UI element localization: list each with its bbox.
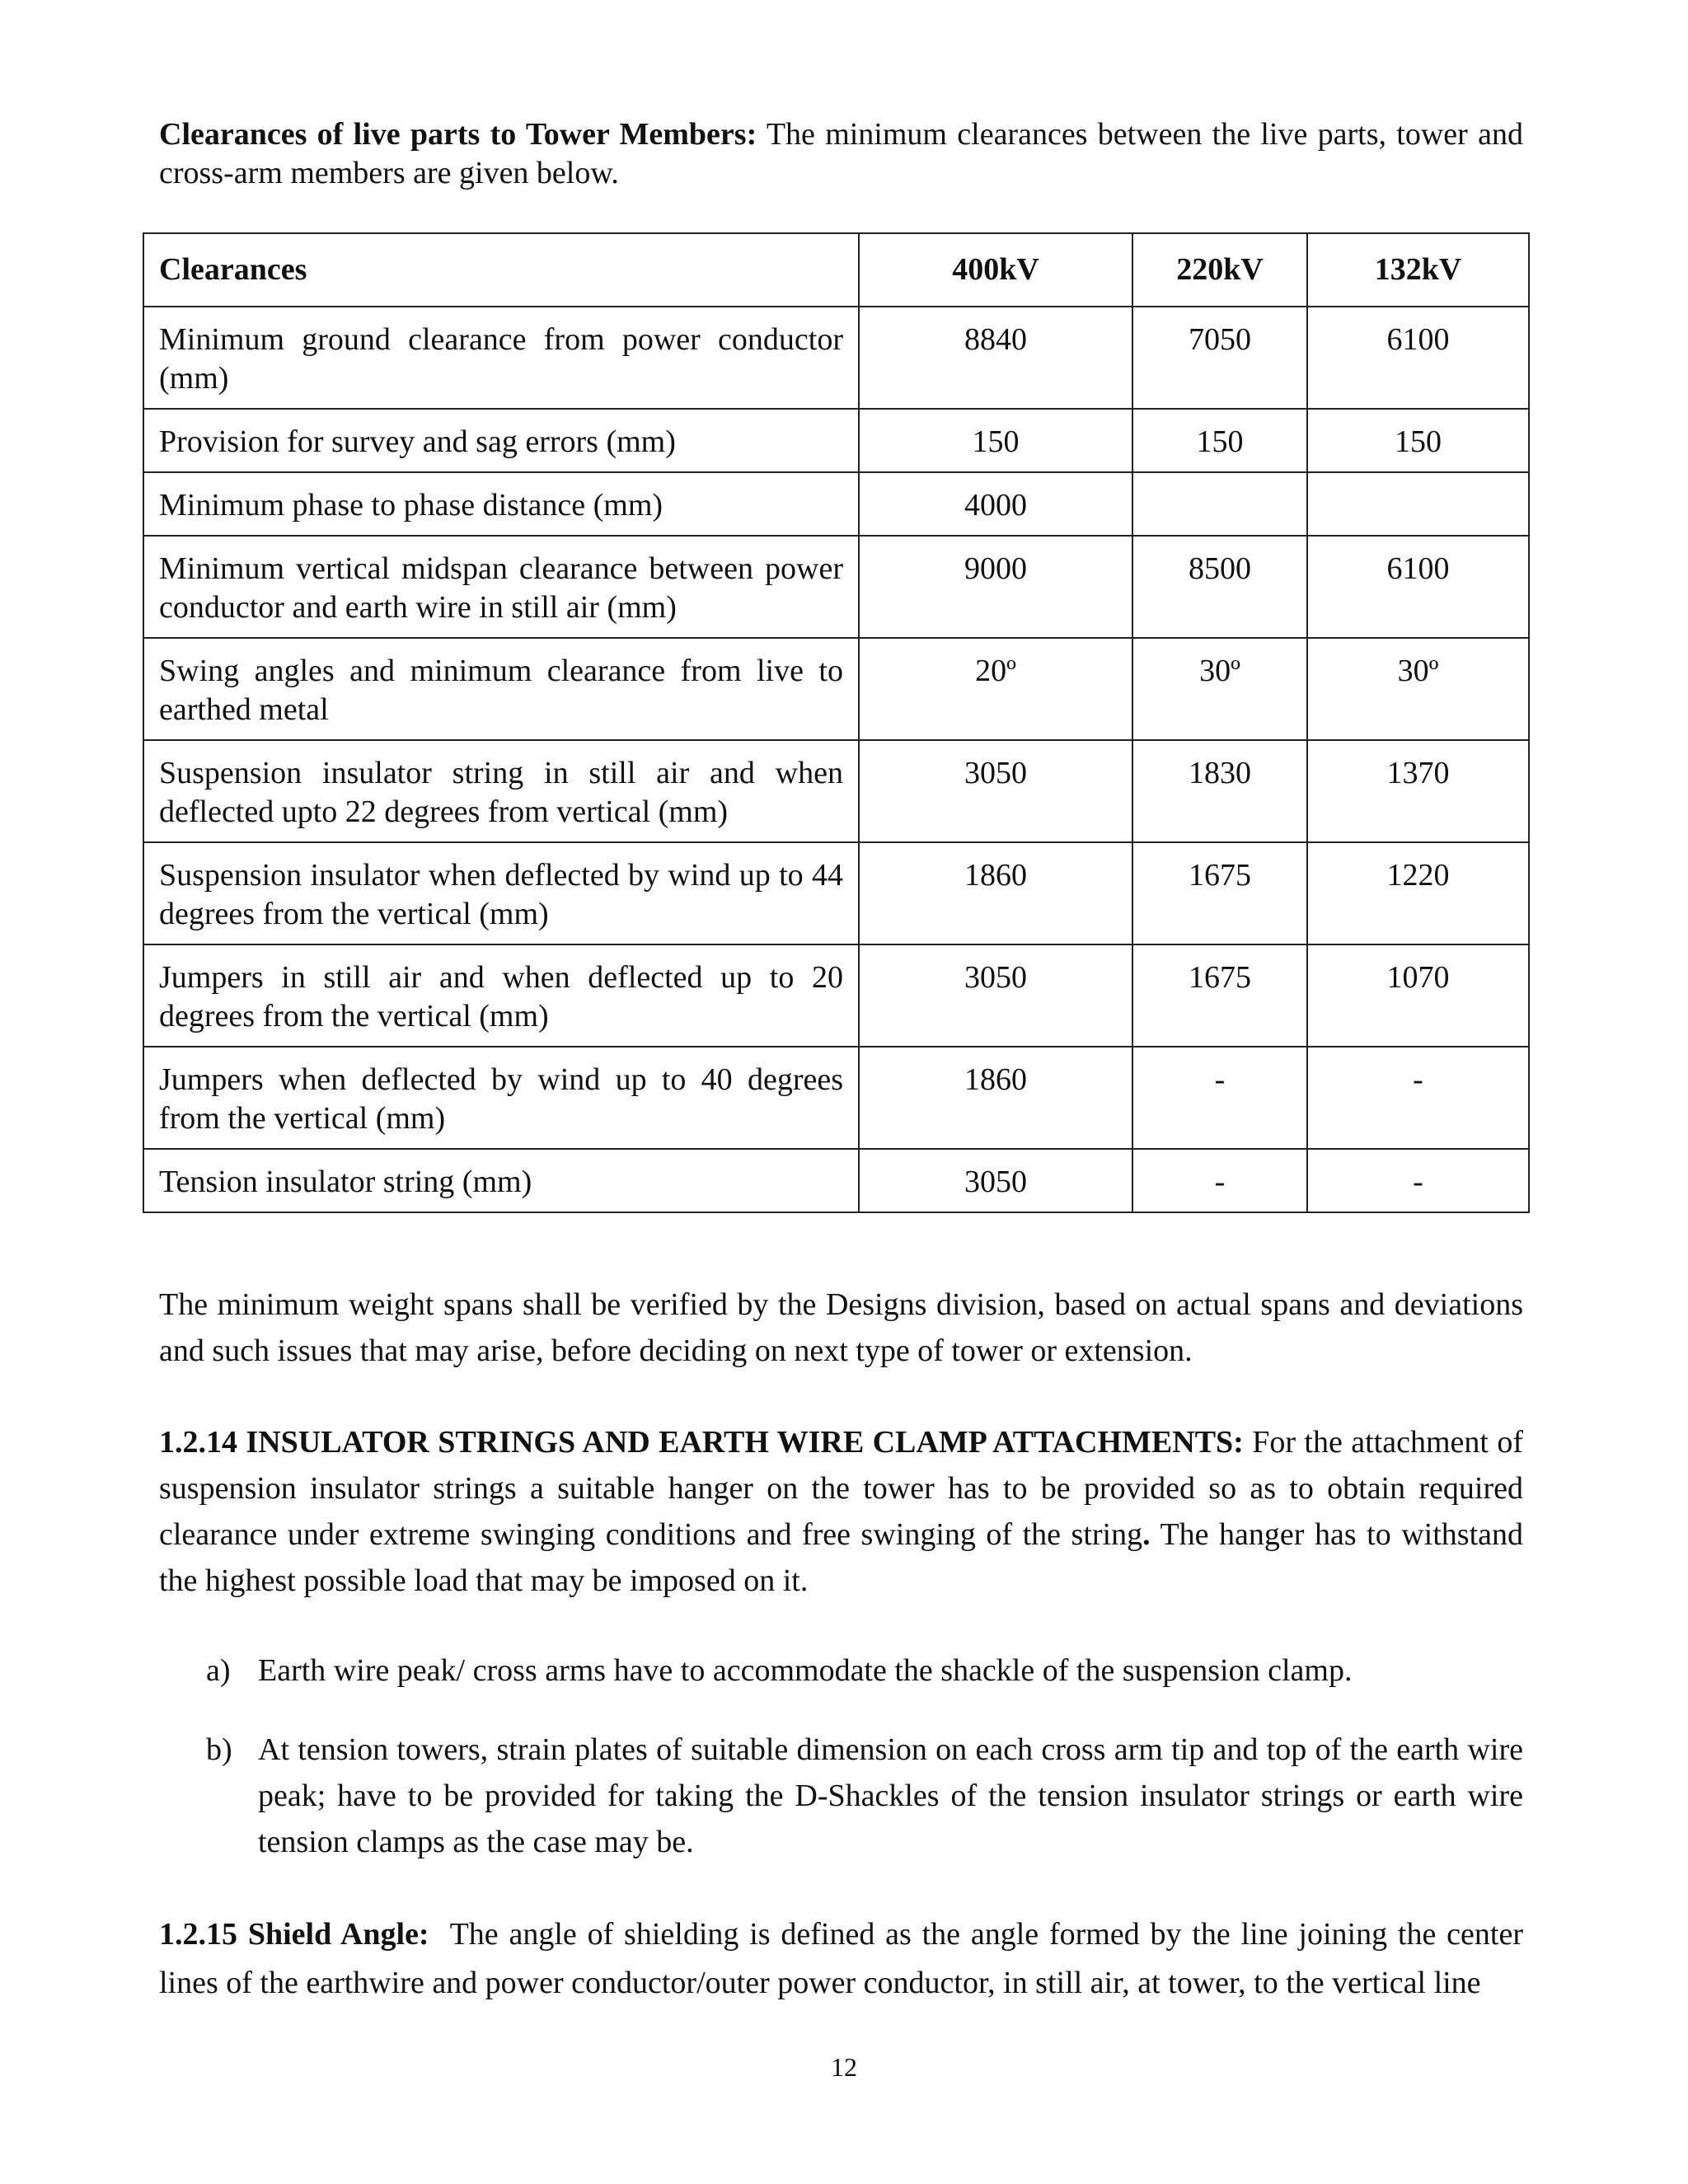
row-label: Provision for survey and sag errors (mm) (143, 409, 859, 472)
table-row (143, 740, 1529, 842)
list-item (206, 1727, 1523, 1865)
value-400kv: 9000 (859, 536, 1132, 638)
value-132kv: - (1307, 1047, 1529, 1149)
section-1214-text2: The hanger has to withstand the highest possible load that may be imposed on it. (159, 1517, 1523, 1598)
value-400kv: 8840 (859, 307, 1132, 409)
value-132kv: 1070 (1307, 944, 1529, 1047)
value-220kv: - (1132, 1149, 1307, 1212)
value-132kv: 1370 (1307, 740, 1529, 842)
header-132kv: 132kV (1307, 233, 1529, 307)
list-item-text: Earth wire peak/ cross arms have to accommodate the shackle of the suspension clamp. (258, 1653, 1353, 1688)
value-400kv: 4000 (859, 472, 1132, 536)
table-row (143, 536, 1529, 638)
value-220kv: 1830 (1132, 740, 1307, 842)
list-item-text: At tension towers, strain plates of suitable dimension on each cross arm tip and top of the earth wire peak; have to be provided for taking the D-Shackles of the tension insulator strings or earth wire tension clamps as the case may be. (258, 1732, 1523, 1859)
value-220kv: 30º (1132, 638, 1307, 740)
value-220kv: - (1132, 1047, 1307, 1149)
page-number: 12 (831, 2052, 857, 2082)
value-132kv: 150 (1307, 409, 1529, 472)
value-220kv: 7050 (1132, 307, 1307, 409)
clearances-table (143, 232, 1530, 1213)
row-label: Suspension insulator string in still air and when deflected upto 22 degrees from vertical (mm) (143, 740, 859, 842)
value-132kv: 1220 (1307, 842, 1529, 944)
list-marker: a) (206, 1653, 231, 1688)
value-400kv: 1860 (859, 1047, 1132, 1149)
value-220kv: 8500 (1132, 536, 1307, 638)
table-body (143, 307, 1529, 1212)
value-400kv: 150 (859, 409, 1132, 472)
section-1215-paragraph (159, 1910, 1523, 2008)
row-label: Jumpers in still air and when deflected up to 20 degrees from the vertical (mm) (143, 944, 859, 1047)
value-220kv: 1675 (1132, 842, 1307, 944)
table-row (143, 944, 1529, 1047)
table-row (143, 638, 1529, 740)
value-220kv (1132, 472, 1307, 536)
table-row (143, 1149, 1529, 1212)
row-label: Swing angles and minimum clearance from live to earthed metal (143, 638, 859, 740)
table-row (143, 472, 1529, 536)
header-220kv: 220kV (1132, 233, 1307, 307)
value-400kv: 1860 (859, 842, 1132, 944)
row-label: Minimum ground clearance from power conductor (mm) (143, 307, 859, 409)
section-1215-text: The angle of shielding is defined as the angle formed by the line joining the center lines of the earthwire and power conductor/outer power conductor, in still air, at tower, to the vertical line (159, 1917, 1523, 2000)
table-header-row (143, 233, 1529, 307)
value-220kv: 150 (1132, 409, 1307, 472)
row-label: Suspension insulator when deflected by wind up to 44 degrees from the vertical (mm) (143, 842, 859, 944)
value-220kv: 1675 (1132, 944, 1307, 1047)
row-label: Minimum phase to phase distance (mm) (143, 472, 859, 536)
section-1214-period: . (1142, 1517, 1151, 1552)
list-marker: b) (206, 1732, 232, 1767)
weight-span-paragraph: The minimum weight spans shall be verified by the Designs division, based on actual spans and deviations and such issues that may arise, before deciding on next type of tower or extension. (159, 1287, 1523, 1368)
list-item (206, 1647, 1523, 1694)
row-label: Tension insulator string (mm) (143, 1149, 859, 1212)
table-row (143, 409, 1529, 472)
value-400kv: 3050 (859, 944, 1132, 1047)
section-1215-heading: 1.2.15 Shield Angle: (159, 1917, 429, 1952)
intro-heading: Clearances of live parts to Tower Members: (159, 117, 757, 152)
row-label: Jumpers when deflected by wind up to 40 degrees from the vertical (mm) (143, 1047, 859, 1149)
value-400kv: 3050 (859, 1149, 1132, 1212)
table-row (143, 307, 1529, 409)
intro-text: The minimum clearances between the live parts, tower and cross-arm members are given below. (159, 117, 1523, 190)
value-400kv: 3050 (859, 740, 1132, 842)
header-clearances: Clearances (143, 233, 859, 307)
value-132kv: 30º (1307, 638, 1529, 740)
section-1214-heading: 1.2.14 INSULATOR STRINGS AND EARTH WIRE CLAMP ATTACHMENTS: (159, 1425, 1244, 1460)
value-132kv: 6100 (1307, 307, 1529, 409)
value-132kv: - (1307, 1149, 1529, 1212)
value-132kv (1307, 472, 1529, 536)
header-400kv: 400kV (859, 233, 1132, 307)
row-label: Minimum vertical midspan clearance between power conductor and earth wire in still air (mm) (143, 536, 859, 638)
intro-paragraph (159, 115, 1523, 193)
section-1214-text1: For the attachment of suspension insulator strings a suitable hanger on the tower has to be provided so as to obtain required clearance under extreme swinging conditions and free swinging of the string (159, 1425, 1523, 1552)
section-1214-paragraph (159, 1419, 1523, 1604)
value-400kv: 20º (859, 638, 1132, 740)
table-row (143, 1047, 1529, 1149)
table-row (143, 842, 1529, 944)
value-132kv: 6100 (1307, 536, 1529, 638)
